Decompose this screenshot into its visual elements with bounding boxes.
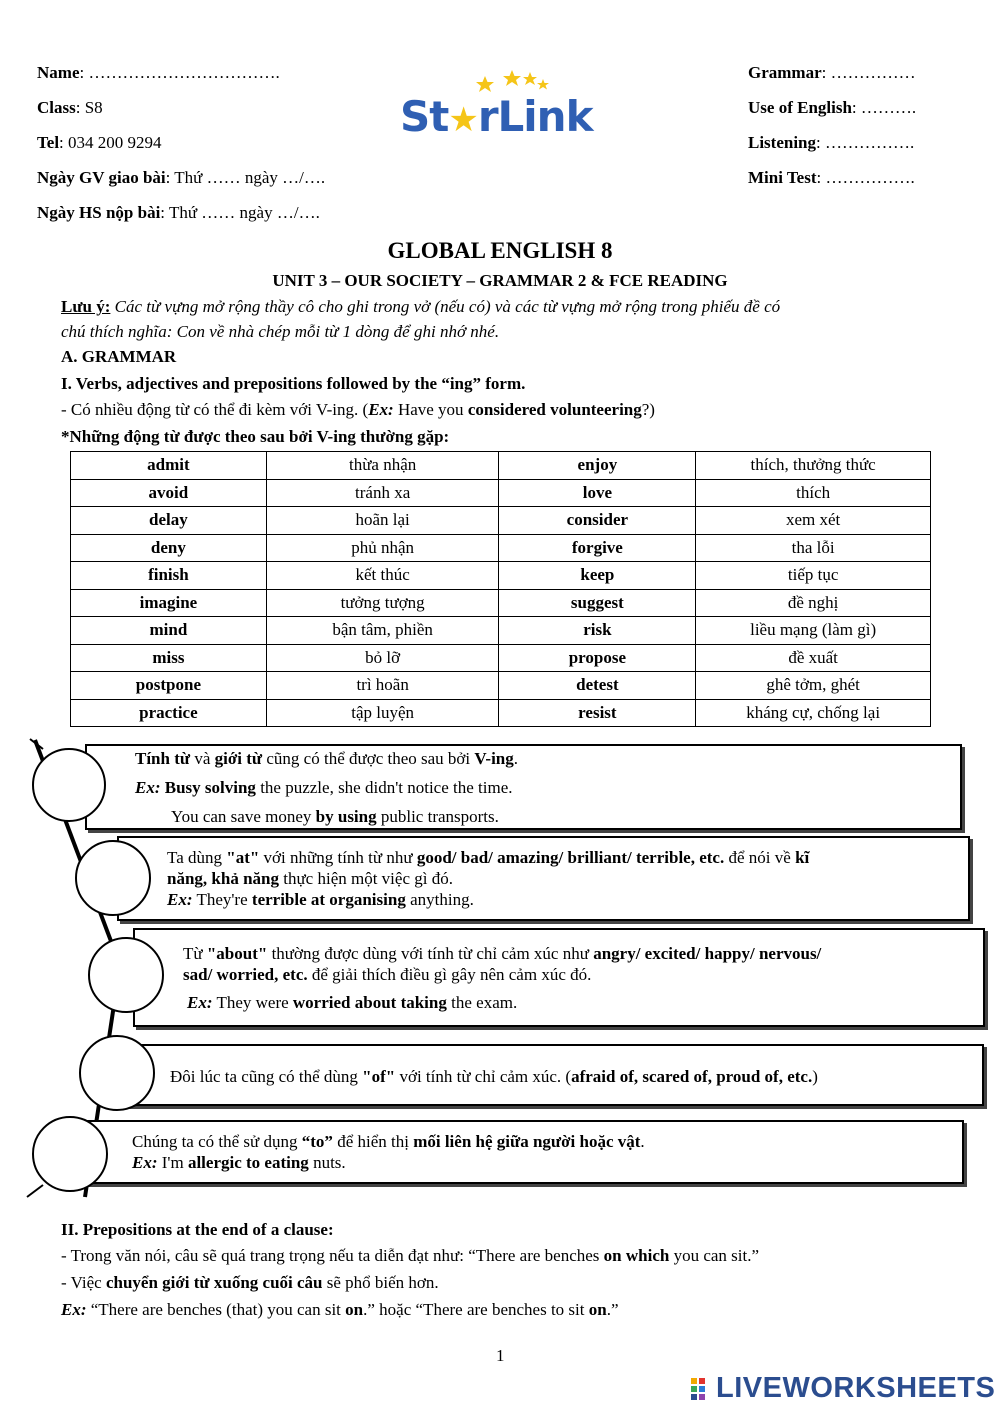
section-ii-heading: II. Prepositions at the end of a clause:: [61, 1220, 334, 1239]
box1-ex-label: Ex:: [135, 778, 161, 797]
meaning-cell: phủ nhận: [266, 534, 499, 562]
verb-cell: enjoy: [499, 452, 696, 480]
grammar-score-label: Grammar: [748, 63, 822, 82]
intro-ex-label: Ex:: [368, 400, 394, 419]
grammar-score-value: : ……………: [821, 63, 916, 82]
box5-t4: mối liên hệ giữa người hoặc vật: [413, 1132, 641, 1151]
gv-date-value: : Thứ …… ngày …/….: [165, 168, 326, 187]
box4-t4: afraid of, scared of, proud of, etc.: [571, 1067, 813, 1086]
box1-example2-end: public transports.: [376, 807, 499, 826]
box4-t5: ): [812, 1067, 818, 1086]
use-score-line: [748, 98, 916, 118]
verb-cell: love: [499, 479, 696, 507]
section-ii-line-1: [61, 1246, 759, 1266]
bullet-circle-2: [75, 840, 151, 916]
table-row: [71, 672, 931, 700]
meaning-cell: thích, thưởng thức: [696, 452, 931, 480]
meaning-cell: thích: [696, 479, 931, 507]
ii-t5: chuyển giới từ xuống cuối câu: [105, 1273, 323, 1292]
note-line-1: [61, 297, 780, 317]
meaning-cell: trì hoãn: [266, 672, 499, 700]
box3-t3: thường được dùng với tính từ chỉ cảm xúc như: [267, 944, 594, 963]
box3-t6: để giải thích điều gì gây nên cảm xúc đó.: [307, 965, 592, 984]
meaning-cell: tưởng tượng: [266, 589, 499, 617]
meaning-cell: hoãn lại: [266, 507, 499, 535]
box1-example-rest: the puzzle, she didn't notice the time.: [255, 778, 513, 797]
box2-ex-end: anything.: [405, 890, 474, 909]
box1-line-2: [135, 777, 513, 798]
box1-example2-start: You can save money: [171, 807, 316, 826]
hs-date-label: Ngày HS nộp bài: [37, 203, 161, 222]
box2-t2: "at": [226, 848, 260, 867]
grammar-score-line: [748, 63, 916, 83]
box3-ex-label: Ex:: [187, 993, 213, 1012]
hs-date-line: [37, 203, 320, 223]
use-score-value: : ……….: [851, 98, 917, 117]
note-label: Lưu ý:: [61, 297, 111, 316]
logo-wordmark: [400, 92, 593, 141]
tel-line: [37, 133, 162, 153]
box3-line-2: [183, 964, 591, 985]
table-row: [71, 507, 931, 535]
box2-t3: với những tính từ như: [259, 848, 417, 867]
tel-label: Tel: [37, 133, 60, 152]
class-label: Class: [37, 98, 76, 117]
class-line: [37, 98, 103, 118]
meaning-cell: tránh xa: [266, 479, 499, 507]
section-ii-line-2: [61, 1273, 439, 1293]
verb-cell: postpone: [71, 672, 267, 700]
table-row: [71, 562, 931, 590]
verb-cell: consider: [499, 507, 696, 535]
verb-cell: keep: [499, 562, 696, 590]
mini-test-score-value: : …………….: [816, 168, 915, 187]
note-text-1: Các từ vựng mở rộng thầy cô cho ghi trong vở (nếu có) và các từ vựng mở rộng trong phiếu đề có: [110, 297, 781, 316]
meaning-cell: ghê tởm, ghét: [696, 672, 931, 700]
intro-text-d: ?): [641, 400, 655, 419]
ii-t2: on which: [603, 1246, 670, 1265]
box3-line-1: [183, 943, 821, 964]
section-i-intro: [61, 400, 655, 420]
meaning-cell: xem xét: [696, 507, 931, 535]
box1-t4: cũng có thể được theo sau bởi: [262, 749, 475, 768]
logo-star-icon: ★: [448, 100, 478, 140]
liveworksheets-logo-icon: [691, 1378, 713, 1407]
box3-ex-end: the exam.: [446, 993, 518, 1012]
table-title: *Những động từ được theo sau bởi V-ing thường gặp:: [61, 427, 450, 446]
starlink-logo: [398, 68, 638, 148]
verb-cell: finish: [71, 562, 267, 590]
name-label: Name: [37, 63, 80, 82]
ii-t10: on: [588, 1300, 607, 1319]
box5-line-2: [132, 1152, 346, 1173]
mini-test-score-label: Mini Test: [748, 168, 817, 187]
verbs-ing-table: [70, 451, 931, 727]
box2-t7: năng, khả năng: [167, 869, 279, 888]
box2-line-3: [167, 889, 474, 910]
intro-text-a: - Có nhiều động từ có thể đi kèm với V-ing. (: [61, 400, 369, 419]
box5-line-1: [132, 1131, 645, 1152]
box2-line-1: [167, 847, 809, 868]
verb-cell: mind: [71, 617, 267, 645]
box5-t3: để hiển thị: [332, 1132, 414, 1151]
box3-line-3: [187, 992, 517, 1013]
intro-example-phrase: considered volunteering: [467, 400, 642, 419]
meaning-cell: bỏ lỡ: [266, 644, 499, 672]
box2-t4: good/ bad/ amazing/ brilliant/ terrible, etc.: [416, 848, 725, 867]
box2-t1: Ta dùng: [167, 848, 227, 867]
page-title: GLOBAL ENGLISH 8: [387, 238, 613, 263]
listening-score-line: [748, 133, 914, 153]
table-row: [71, 452, 931, 480]
box2-line-2: [167, 868, 453, 889]
box1-t1: Tính từ: [135, 749, 191, 768]
listening-score-label: Listening: [748, 133, 817, 152]
meaning-cell: tha lỗi: [696, 534, 931, 562]
meaning-cell: tập luyện: [266, 699, 499, 727]
box1-t2: và: [190, 749, 215, 768]
name-value: : …………………………….: [79, 63, 280, 82]
meaning-cell: thừa nhận: [266, 452, 499, 480]
verb-cell: miss: [71, 644, 267, 672]
box5-ex-phrase: allergic to eating: [187, 1153, 309, 1172]
meaning-cell: tiếp tục: [696, 562, 931, 590]
box3-ex-start: They were: [212, 993, 293, 1012]
bullet-circle-5: [32, 1116, 108, 1192]
liveworksheets-wordmark: LIVEWORKSHEETS: [716, 1372, 996, 1404]
bullet-circle-4: [79, 1035, 155, 1111]
verb-cell: delay: [71, 507, 267, 535]
ii-ex-label: Ex:: [61, 1300, 87, 1319]
box5-t5: .: [640, 1132, 645, 1151]
name-line: [37, 63, 280, 83]
bullet-circle-3: [88, 937, 164, 1013]
gv-date-line: [37, 168, 325, 188]
box2-ex-start: They're: [192, 890, 252, 909]
meaning-cell: kết thúc: [266, 562, 499, 590]
table-row: [71, 699, 931, 727]
meaning-cell: liều mạng (làm gì): [696, 617, 931, 645]
box2-t5: để nói về: [724, 848, 796, 867]
box2-ex-phrase: terrible at organising: [251, 890, 406, 909]
class-value: : S8: [75, 98, 103, 117]
table-row: [71, 617, 931, 645]
hs-date-value: : Thứ …… ngày …/….: [160, 203, 320, 222]
listening-score-value: : …………….: [816, 133, 915, 152]
box5-ex-label: Ex:: [132, 1153, 158, 1172]
box5-ex-end: nuts.: [308, 1153, 346, 1172]
box5-ex-start: I'm: [157, 1153, 188, 1172]
box4-line: [170, 1066, 818, 1087]
verb-cell: imagine: [71, 589, 267, 617]
box4-t1: Đôi lúc ta cũng có thể dùng: [170, 1067, 363, 1086]
meaning-cell: đề xuất: [696, 644, 931, 672]
verb-cell: suggest: [499, 589, 696, 617]
bullet-circle-1: [32, 748, 106, 822]
box2-t8: thực hiện một việc gì đó.: [278, 869, 453, 888]
verb-cell: propose: [499, 644, 696, 672]
ii-t3: you can sit.”: [669, 1246, 760, 1265]
box2-t6: kĩ: [795, 848, 810, 867]
box3-t1: Từ: [183, 944, 207, 963]
tel-value: : 034 200 9294: [59, 133, 162, 152]
use-score-label: Use of English: [748, 98, 852, 117]
section-a-heading: A. GRAMMAR: [61, 347, 177, 366]
box3-t4: angry/ excited/ happy/ nervous/: [593, 944, 822, 963]
verb-cell: admit: [71, 452, 267, 480]
ii-t11: .”: [606, 1300, 619, 1319]
gv-date-label: Ngày GV giao bài: [37, 168, 166, 187]
box3-ex-phrase: worried about taking: [292, 993, 447, 1012]
verb-cell: detest: [499, 672, 696, 700]
box3-t2: "about": [206, 944, 268, 963]
ii-t1: - Trong văn nói, câu sẽ quá trang trọng nếu ta diễn đạt như: “There are benches: [61, 1246, 604, 1265]
box3-t5: sad/ worried, etc.: [183, 965, 308, 984]
section-i-heading: I. Verbs, adjectives and prepositions followed by the “ing” form.: [61, 374, 526, 393]
box2-ex-label: Ex:: [167, 890, 193, 909]
unit-subtitle: UNIT 3 – OUR SOCIETY – GRAMMAR 2 & FCE READING: [272, 271, 728, 290]
verb-cell: risk: [499, 617, 696, 645]
box1-example2-phrase: by using: [315, 807, 377, 826]
verb-cell: forgive: [499, 534, 696, 562]
verb-cell: avoid: [71, 479, 267, 507]
box5-t2: “to”: [301, 1132, 333, 1151]
verb-cell: practice: [71, 699, 267, 727]
ii-t8: on: [345, 1300, 364, 1319]
box1-example-phrase: Busy solving: [160, 778, 256, 797]
box1-t3: giới từ: [214, 749, 263, 768]
box4-t3: với tính từ chỉ cảm xúc. (: [395, 1067, 572, 1086]
note-line-2: chú thích nghĩa: Con về nhà chép mỗi từ 1 dòng để ghi nhớ nhé.: [61, 322, 500, 341]
logo-text-start: St: [400, 92, 449, 141]
logo-text-end: rLink: [477, 92, 593, 141]
table-row: [71, 534, 931, 562]
meaning-cell: đề nghị: [696, 589, 931, 617]
page-number: 1: [496, 1346, 505, 1365]
meaning-cell: bận tâm, phiền: [266, 617, 499, 645]
mini-test-score-line: [748, 168, 915, 188]
table-row: [71, 589, 931, 617]
box1-t5: V-ing: [474, 749, 514, 768]
box5-t1: Chúng ta có thể sử dụng: [132, 1132, 302, 1151]
intro-text-b: Have you: [393, 400, 468, 419]
verb-cell: resist: [499, 699, 696, 727]
meaning-cell: kháng cự, chống lại: [696, 699, 931, 727]
ii-t6: sẽ phổ biến hơn.: [322, 1273, 439, 1292]
section-ii-line-3: [61, 1300, 619, 1320]
ii-t4: - Việc: [61, 1273, 106, 1292]
table-row: [71, 479, 931, 507]
ii-t7: “There are benches (that) you can sit: [86, 1300, 346, 1319]
ii-t9: .” hoặc “There are benches to sit: [363, 1300, 589, 1319]
box1-line-1: [135, 748, 518, 769]
table-row: [71, 644, 931, 672]
verb-cell: deny: [71, 534, 267, 562]
box1-line-3: [171, 806, 499, 827]
box1-t6: .: [513, 749, 518, 768]
box4-t2: "of": [362, 1067, 396, 1086]
